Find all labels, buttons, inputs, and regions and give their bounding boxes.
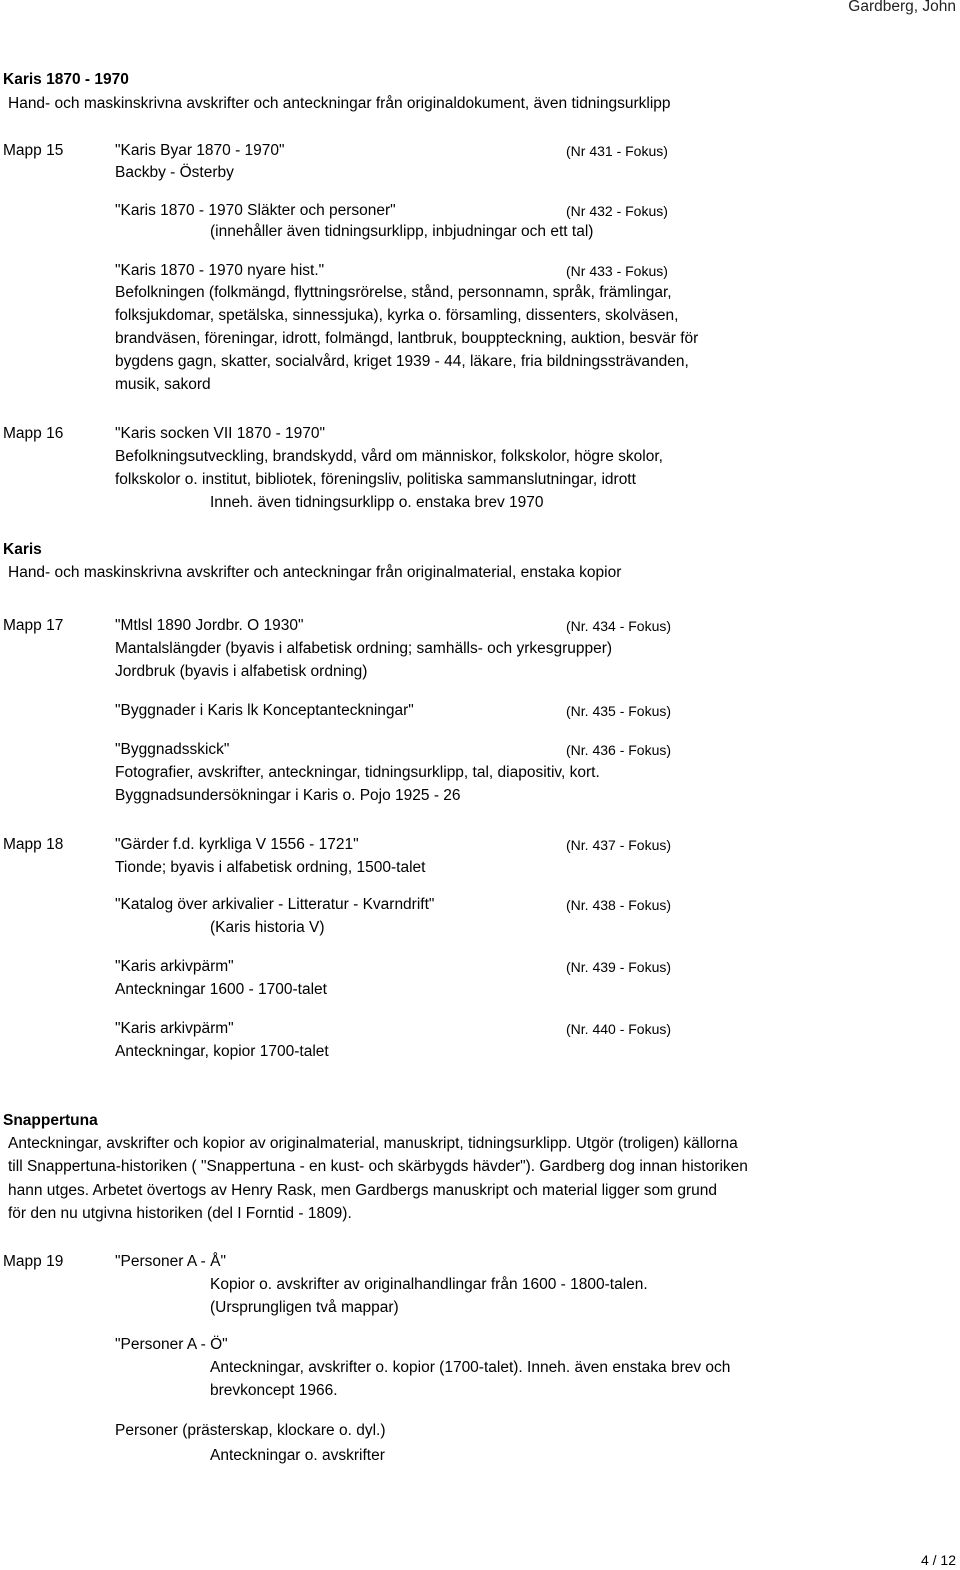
entry-text: Fotografier, avskrifter, anteckningar, tidningsurklipp, tal, diapositiv, kort.: [115, 764, 600, 781]
entry-text: Backby - Österby: [115, 164, 234, 181]
entry-ref: (Nr 431 - Fokus): [566, 143, 668, 159]
header-author: Gardberg, John: [848, 0, 956, 15]
entry-text: Anteckningar, avskrifter o. kopior (1700-talet). Inneh. även enstaka brev och: [210, 1359, 731, 1376]
entry-text: brevkoncept 1966.: [210, 1382, 338, 1399]
section-description: till Snappertuna-historiken ( "Snappertuna - en kust- och skärbygds hävder"). Gardberg dog innan historiken: [8, 1158, 748, 1175]
entry-text: Anteckningar, kopior 1700-talet: [115, 1043, 329, 1060]
folder-label-16: Mapp 16: [3, 425, 64, 442]
section-title-snappertuna: Snappertuna: [3, 1112, 98, 1129]
entry-text: bygdens gagn, skatter, socialvård, kriget 1939 - 44, läkare, fria bildningssträvanden,: [115, 353, 689, 370]
entry-text: Befolkningsutveckling, brandskydd, vård om människor, folkskolor, högre skolor,: [115, 448, 663, 465]
entry-text: (innehåller även tidningsurklipp, inbjudningar och ett tal): [210, 223, 594, 240]
section-description: hann utges. Arbetet övertogs av Henry Rask, men Gardbergs manuskript och material ligger som grund: [8, 1182, 718, 1199]
entry-ref: (Nr. 435 - Fokus): [566, 703, 672, 719]
entry-ref: (Nr. 434 - Fokus): [566, 618, 672, 634]
section-description: Anteckningar, avskrifter och kopior av originalmaterial, manuskript, tidningsurklipp. Utgör (troligen) källorna: [8, 1135, 738, 1152]
entry-text: Tionde; byavis i alfabetisk ordning, 1500-talet: [115, 859, 426, 876]
entry-text: Inneh. även tidningsurklipp o. enstaka brev 1970: [210, 494, 544, 511]
folder-label-17: Mapp 17: [3, 617, 64, 634]
entry-text: Kopior o. avskrifter av originalhandlingar från 1600 - 1800-talen.: [210, 1276, 648, 1293]
entry-title: "Personer A - Å": [115, 1253, 226, 1270]
entry-ref: (Nr 432 - Fokus): [566, 203, 668, 219]
entry-text: Befolkningen (folkmängd, flyttningsrörelse, stånd, personnamn, språk, främlingar,: [115, 284, 672, 301]
entry-text: Anteckningar 1600 - 1700-talet: [115, 981, 327, 998]
entry-title: "Gärder f.d. kyrkliga V 1556 - 1721": [115, 836, 359, 853]
entry-text: (Ursprungligen två mappar): [210, 1299, 399, 1316]
entry-title: "Karis arkivpärm": [115, 1020, 234, 1037]
entry-text: musik, sakord: [115, 376, 211, 393]
entry-text: brandväsen, föreningar, idrott, folmängd, lantbruk, bouppteckning, auktion, besvär för: [115, 330, 699, 347]
entry-text: folksjukdomar, spetälska, sinnessjuka), kyrka o. församling, dissenters, skolväsen,: [115, 307, 679, 324]
entry-title: "Byggnadsskick": [115, 741, 230, 758]
entry-title: "Karis arkivpärm": [115, 958, 234, 975]
entry-ref: (Nr. 439 - Fokus): [566, 959, 672, 975]
entry-text: Byggnadsundersökningar i Karis o. Pojo 1925 - 26: [115, 787, 461, 804]
entry-text: Mantalslängder (byavis i alfabetisk ordning; samhälls- och yrkesgrupper): [115, 640, 613, 657]
entry-title: "Karis 1870 - 1970 nyare hist.": [115, 262, 325, 279]
entry-ref: (Nr. 438 - Fokus): [566, 897, 672, 913]
entry-ref: (Nr. 440 - Fokus): [566, 1021, 672, 1037]
entry-title: "Karis Byar 1870 - 1970": [115, 142, 285, 159]
entry-title: "Karis socken VII 1870 - 1970": [115, 425, 326, 442]
entry-title: "Karis 1870 - 1970 Släkter och personer": [115, 202, 396, 219]
section-title-karis-1870-1970: Karis 1870 - 1970: [3, 71, 129, 88]
folder-label-18: Mapp 18: [3, 836, 64, 853]
entry-ref: (Nr 433 - Fokus): [566, 263, 668, 279]
entry-title: "Mtlsl 1890 Jordbr. O 1930": [115, 617, 304, 634]
entry-text: folkskolor o. institut, bibliotek, föreningsliv, politiska sammanslutningar, idrott: [115, 471, 636, 488]
entry-title: Personer (prästerskap, klockare o. dyl.): [115, 1422, 386, 1439]
section-description: Hand- och maskinskrivna avskrifter och anteckningar från originalmaterial, enstaka kopior: [8, 564, 622, 581]
entry-ref: (Nr. 436 - Fokus): [566, 742, 672, 758]
entry-title: "Personer A - Ö": [115, 1336, 228, 1353]
entry-text: (Karis historia V): [210, 919, 325, 936]
entry-text: Anteckningar o. avskrifter: [210, 1447, 385, 1464]
section-description: för den nu utgivna historiken (del I Forntid - 1809).: [8, 1205, 352, 1222]
entry-title: "Byggnader i Karis lk Konceptanteckningar": [115, 702, 414, 719]
folder-label-19: Mapp 19: [3, 1253, 64, 1270]
entry-title: "Katalog över arkivalier - Litteratur - Kvarndrift": [115, 896, 435, 913]
section-title-karis: Karis: [3, 541, 42, 558]
folder-label-15: Mapp 15: [3, 142, 64, 159]
section-description: Hand- och maskinskrivna avskrifter och anteckningar från originaldokument, även tidningsurklipp: [8, 95, 671, 112]
entry-text: Jordbruk (byavis i alfabetisk ordning): [115, 663, 368, 680]
entry-ref: (Nr. 437 - Fokus): [566, 837, 672, 853]
page-number: 4 / 12: [920, 1552, 956, 1568]
